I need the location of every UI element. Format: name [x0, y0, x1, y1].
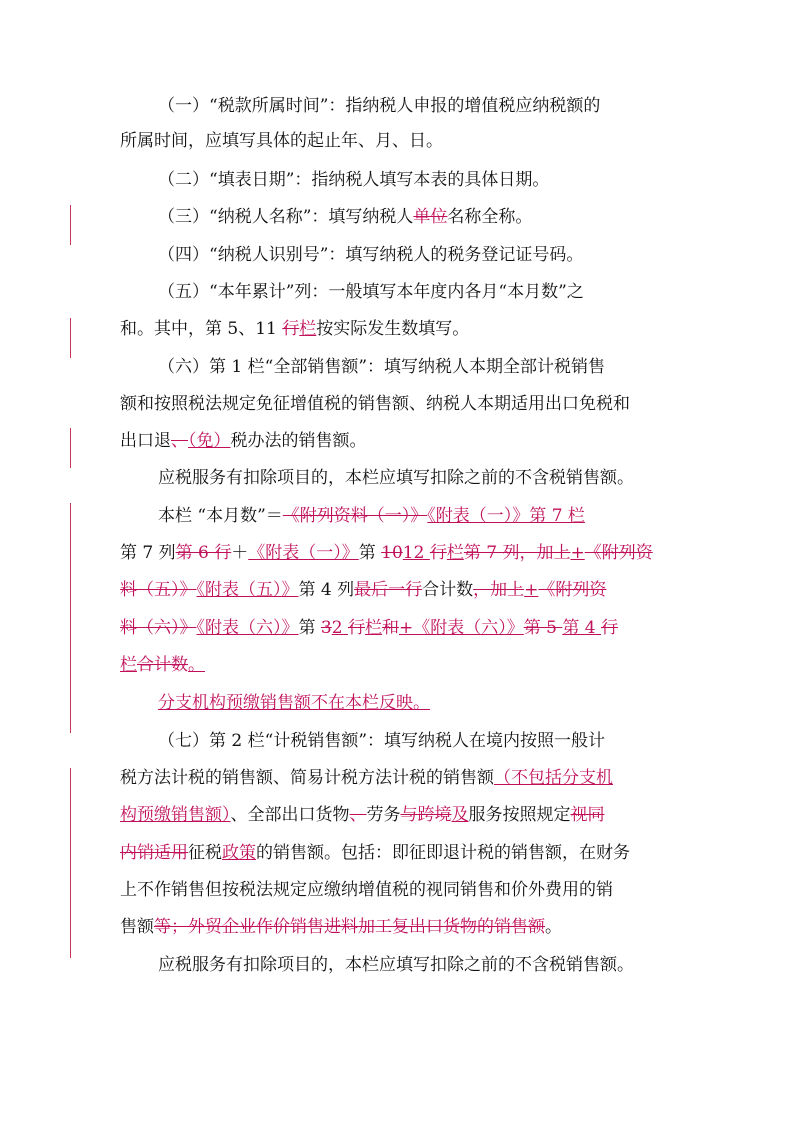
text-line — [0, 800, 794, 830]
inserted-text: + — [570, 543, 585, 563]
text-line — [0, 763, 794, 793]
deleted-text: 、 — [349, 805, 367, 825]
text-line — [0, 688, 794, 718]
deleted-text: 3 — [320, 618, 332, 638]
text-span: 税办法的销售额。 — [230, 431, 367, 451]
text-line — [0, 463, 794, 493]
text-line — [0, 314, 794, 344]
text-span: 服务按照规定 — [468, 805, 571, 825]
deleted-text: 料（五）》 — [120, 580, 197, 600]
text-span: 应税服务有扣除项目的，本栏应填写扣除之前的不含税销售额。 — [158, 955, 634, 975]
deleted-text: 行 — [429, 543, 447, 563]
text-span: 所属时间，应填写具体的起止年、月、日。 — [120, 131, 443, 151]
text-line — [0, 426, 794, 456]
deleted-text: 行 — [347, 618, 365, 638]
inserted-text: 《附表（一）》第 7 栏 — [427, 506, 585, 526]
deleted-text: 视同 — [570, 805, 605, 825]
change-bar — [70, 428, 71, 468]
deleted-text: 内销适用 — [120, 843, 188, 863]
text-span: 本栏 “本月数”＝ — [158, 506, 283, 526]
text-span: 上不作销售但按税法规定应缴纳增值税的视同销售和价外费用的销 — [120, 880, 613, 900]
deleted-text: 和 — [381, 618, 399, 638]
text-span: （六）第 1 栏“全部销售额”：填写纳税人本期全部计税销售 — [158, 357, 606, 377]
deleted-text: 《附列资料（一）》 — [282, 506, 428, 526]
text-span: （一）“税款所属时间”：指纳税人申报的增值税应纳税额的 — [158, 96, 601, 116]
inserted-text: 《附表（六）》 — [196, 618, 299, 638]
text-line — [0, 389, 794, 419]
text-span: 劳务 — [366, 805, 401, 825]
deleted-text: 等；外贸企业作价销售进料加工复出口货物的销售额 — [154, 917, 545, 937]
deleted-text: 《附列资 — [538, 580, 607, 600]
text-line — [0, 575, 794, 605]
inserted-text: 12 — [402, 543, 430, 563]
inserted-text: +《附表（六）》 — [398, 618, 524, 638]
inserted-text: 栏 — [299, 319, 317, 339]
text-span: 第 — [298, 618, 321, 638]
text-span: 名称全称。 — [447, 207, 533, 227]
deleted-text: 10 — [381, 543, 403, 563]
text-span: 合计数 — [422, 580, 474, 600]
text-span: 、全部出口货物 — [230, 805, 350, 825]
inserted-text: （不包括分支机 — [494, 768, 613, 788]
deleted-text: 合计数 — [137, 655, 188, 675]
deleted-text: 第 6 行 — [175, 543, 232, 563]
text-span: （七）第 2 栏“计税销售额”：填写纳税人在境内按照一般计 — [158, 731, 606, 751]
text-line — [0, 91, 794, 121]
text-span: 征税 — [188, 843, 222, 863]
inserted-text: 2 — [331, 618, 348, 638]
deleted-text: 与跨境 — [400, 805, 452, 825]
text-span: 出口退 — [120, 431, 171, 451]
text-span: 第 4 列 — [298, 580, 355, 600]
deleted-text: 、 — [171, 431, 188, 451]
deleted-text: 第 7 列，加上 — [463, 543, 571, 563]
change-bar — [70, 205, 71, 245]
text-span: 税方法计税的销售额、简易计税方法计税的销售额 — [120, 768, 494, 788]
text-line — [0, 650, 794, 680]
deleted-text: 料（六）》 — [120, 618, 197, 638]
text-line — [0, 912, 794, 942]
deleted-text: ，加上 — [473, 580, 525, 600]
text-span: ＋ — [231, 543, 249, 563]
change-bar — [70, 768, 71, 958]
inserted-text: 第 4 — [562, 618, 601, 638]
inserted-text: 构预缴销售额） — [120, 805, 231, 825]
text-span: 第 — [358, 543, 382, 563]
inserted-text: 栏 — [364, 618, 382, 638]
text-line — [0, 501, 794, 531]
text-line — [0, 613, 794, 643]
inserted-text: + — [524, 580, 539, 600]
text-span: 应税服务有扣除项目的，本栏应填写扣除之前的不含税销售额。 — [158, 468, 634, 488]
inserted-text: 栏 — [120, 655, 137, 675]
deleted-text: 单位 — [413, 207, 448, 227]
text-span: 和。其中，第 5、11 — [120, 319, 283, 339]
text-span: （二）“填表日期”：指纳税人填写本表的具体日期。 — [158, 170, 550, 190]
text-line — [0, 126, 794, 156]
deleted-text: 行 — [600, 618, 618, 638]
inserted-text: 。 — [188, 655, 205, 675]
change-bar — [70, 503, 71, 733]
text-span: 第 7 列 — [120, 543, 176, 563]
text-line — [0, 202, 794, 232]
deleted-text: 《附列资 — [584, 543, 653, 563]
inserted-text: 及 — [451, 805, 469, 825]
text-line — [0, 277, 794, 307]
inserted-text: 栏 — [446, 543, 464, 563]
inserted-text: 《附表（一）》 — [248, 543, 359, 563]
deleted-text: 行 — [282, 319, 300, 339]
deleted-text: 最后一行 — [354, 580, 423, 600]
text-span: 售额 — [120, 917, 154, 937]
inserted-text: （免） — [188, 431, 231, 451]
text-line — [0, 838, 794, 868]
text-span: （五）“本年累计”列：一般填写本年度内各月“本月数”之 — [158, 282, 584, 302]
text-span: 。 — [545, 917, 562, 937]
text-span: （四）“纳税人识别号”：填写纳税人的税务登记证号码。 — [158, 245, 584, 265]
text-line — [0, 165, 794, 195]
inserted-text: 《附表（五）》 — [196, 580, 299, 600]
change-bar — [70, 318, 71, 358]
inserted-text: 分支机构预缴销售额不在本栏反映。 — [158, 693, 430, 713]
text-line — [0, 240, 794, 270]
text-line — [0, 352, 794, 382]
text-line — [0, 726, 794, 756]
text-line — [0, 950, 794, 980]
text-line — [0, 538, 794, 568]
inserted-text: 政策 — [222, 843, 256, 863]
text-span: 额和按照税法规定免征增值税的销售额、纳税人本期适用出口免税和 — [120, 394, 630, 414]
text-span: （三）“纳税人名称”：填写纳税人 — [158, 207, 414, 227]
deleted-text: 第 5 — [523, 618, 563, 638]
text-line — [0, 875, 794, 905]
text-span: 的销售额。包括：即征即退计税的销售额，在财务 — [256, 843, 630, 863]
text-span: 按实际发生数填写。 — [316, 319, 470, 339]
